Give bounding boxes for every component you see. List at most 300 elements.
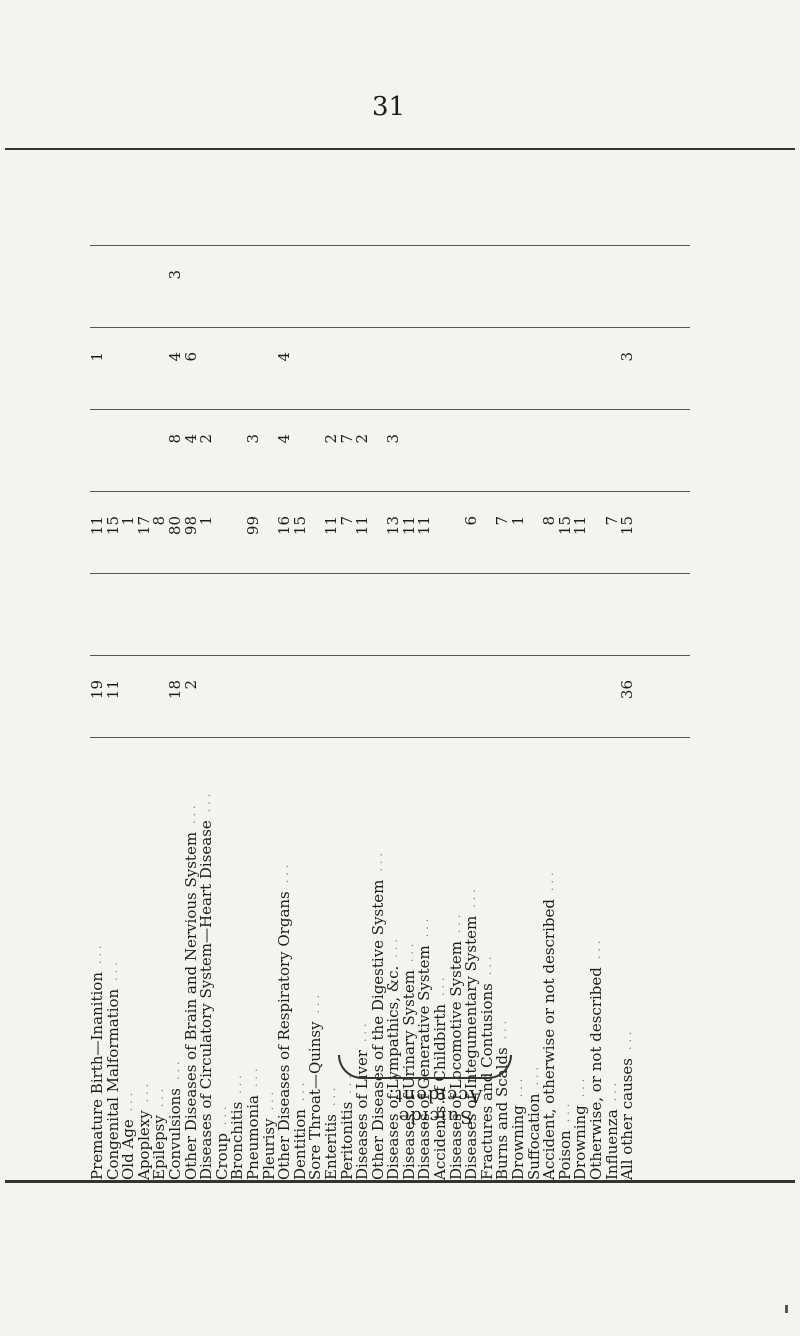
causes-list bbox=[90, 750, 636, 1180]
cause-label: Other Diseases of the Digestive System bbox=[368, 879, 387, 1180]
table-cell bbox=[417, 182, 433, 238]
table-cell bbox=[620, 428, 636, 484]
table-cell bbox=[277, 182, 293, 238]
table-cell bbox=[137, 264, 153, 320]
leader-dots: ... bbox=[293, 1078, 307, 1102]
table-cell bbox=[90, 182, 106, 238]
table-cell: 80 bbox=[165, 516, 184, 536]
table-cell bbox=[230, 346, 246, 402]
cause-label: Diseases of Liver bbox=[353, 1049, 372, 1180]
table-cell bbox=[402, 346, 418, 402]
table-cell bbox=[293, 182, 309, 238]
table-cell: 11 bbox=[399, 516, 418, 536]
cause-label: Diseases of Urinary System bbox=[399, 970, 418, 1180]
cause-label: Sore Throat—Quinsy bbox=[306, 1021, 325, 1180]
table-cell bbox=[137, 674, 153, 730]
table-cell bbox=[90, 264, 106, 320]
table-cell: 11 bbox=[321, 516, 340, 536]
table-cell bbox=[449, 182, 465, 238]
table-cell bbox=[137, 428, 153, 484]
table-cell bbox=[511, 674, 527, 730]
table-cell bbox=[605, 428, 621, 484]
table-cell bbox=[542, 674, 558, 730]
table-cell: 7 bbox=[337, 434, 356, 444]
table-cell bbox=[495, 182, 511, 238]
table-cell bbox=[573, 592, 589, 648]
rotated-mortality-table bbox=[90, 120, 690, 1180]
table-cell bbox=[495, 346, 511, 402]
table-cell bbox=[355, 346, 371, 402]
cause-label: Diseases of Circulatory System—Heart Disease bbox=[197, 820, 216, 1180]
cause-label: Apoplexy bbox=[134, 1110, 153, 1180]
table-cell bbox=[433, 428, 449, 484]
table-cell: 11 bbox=[415, 516, 434, 536]
table-cell: 11 bbox=[103, 680, 122, 700]
table-cell bbox=[605, 264, 621, 320]
leader-dots: ... bbox=[558, 1099, 572, 1123]
table-cell: 4 bbox=[275, 434, 294, 444]
table-cell bbox=[386, 182, 402, 238]
table-cell bbox=[152, 182, 168, 238]
table-cell bbox=[527, 592, 543, 648]
table-cell bbox=[527, 674, 543, 730]
table-cell: 19 bbox=[88, 680, 106, 700]
cause-label: Accident, otherwise or not described bbox=[540, 899, 559, 1180]
cause-label: Suffocation bbox=[524, 1093, 543, 1180]
table-cell bbox=[620, 182, 636, 238]
table-cell bbox=[106, 264, 122, 320]
table-cell bbox=[230, 182, 246, 238]
table-cell bbox=[340, 674, 356, 730]
column-rule bbox=[90, 573, 690, 574]
leader-dots: ... bbox=[402, 939, 416, 963]
table-cell bbox=[168, 592, 184, 648]
table-cell: 13 bbox=[384, 516, 403, 536]
table-cell: 4 bbox=[165, 352, 184, 362]
table-cell bbox=[277, 592, 293, 648]
leader-dots: ... bbox=[262, 1087, 276, 1111]
table-cell bbox=[464, 428, 480, 484]
leader-dots: ... bbox=[106, 958, 120, 981]
data-column bbox=[90, 674, 690, 730]
table-cell bbox=[293, 428, 309, 484]
table-cell bbox=[495, 428, 511, 484]
table-cell bbox=[433, 674, 449, 730]
table-cell bbox=[262, 592, 278, 648]
leader-dots: ... bbox=[387, 935, 401, 958]
table-cell: 99 bbox=[243, 516, 262, 536]
leader-dots: ... bbox=[574, 1074, 588, 1098]
cause-label: Pleurisy bbox=[259, 1118, 278, 1180]
cause-label: Drowning bbox=[509, 1105, 528, 1180]
table-cell: 1 bbox=[197, 516, 216, 526]
table-cell bbox=[573, 428, 589, 484]
table-cell: 17 bbox=[134, 516, 153, 536]
table-cell bbox=[511, 428, 527, 484]
table-cell: 4 bbox=[275, 352, 294, 362]
table-cell bbox=[340, 346, 356, 402]
cause-label: Old Age bbox=[119, 1119, 138, 1180]
table-cell bbox=[152, 592, 168, 648]
leader-dots: ... bbox=[122, 1088, 136, 1112]
table-cell: 36 bbox=[618, 680, 637, 700]
leader-dots: ... bbox=[371, 849, 385, 872]
table-cell bbox=[589, 346, 605, 402]
table-cell bbox=[168, 182, 184, 238]
table-cell bbox=[355, 592, 371, 648]
cause-label: Fractures and Contusions bbox=[477, 983, 496, 1180]
table-cell bbox=[495, 592, 511, 648]
leader-dots: ... bbox=[309, 990, 323, 1014]
table-cell bbox=[246, 592, 262, 648]
table-cell bbox=[246, 346, 262, 402]
table-cell: 11 bbox=[353, 516, 372, 536]
table-cell: 7 bbox=[493, 516, 512, 526]
table-cell bbox=[417, 592, 433, 648]
table-cell: 7 bbox=[337, 516, 356, 526]
table-cell: 16 bbox=[275, 516, 294, 536]
table-cell bbox=[495, 674, 511, 730]
table-cell bbox=[511, 264, 527, 320]
table-cell bbox=[230, 264, 246, 320]
cause-label: Epilepsy bbox=[150, 1115, 169, 1180]
leader-dots: ... bbox=[621, 1027, 635, 1050]
table-cell bbox=[215, 592, 231, 648]
leader-dots: ... bbox=[168, 1057, 182, 1080]
table-cell: 2 bbox=[197, 434, 216, 444]
table-cell bbox=[511, 346, 527, 402]
cause-label: Congenital Malformation bbox=[103, 988, 122, 1180]
table-cell bbox=[464, 182, 480, 238]
table-cell bbox=[386, 674, 402, 730]
table-cell bbox=[199, 182, 215, 238]
table-cell bbox=[106, 182, 122, 238]
table-cell bbox=[324, 346, 340, 402]
table-cell: 1 bbox=[119, 516, 138, 526]
table-cell bbox=[464, 264, 480, 320]
table-cell bbox=[199, 346, 215, 402]
leader-dots: ... bbox=[449, 910, 463, 934]
table-cell bbox=[106, 592, 122, 648]
table-cell bbox=[293, 674, 309, 730]
table-cell bbox=[121, 264, 137, 320]
cause-row bbox=[243, 750, 262, 1180]
table-cell bbox=[121, 346, 137, 402]
page-number: 31 bbox=[372, 92, 406, 122]
table-cell bbox=[308, 264, 324, 320]
table-cell bbox=[308, 592, 324, 648]
table-cell bbox=[246, 264, 262, 320]
table-cell bbox=[589, 428, 605, 484]
table-cell bbox=[402, 592, 418, 648]
leader-dots: ... bbox=[605, 1078, 619, 1102]
cause-label: Accidents of Childbirth bbox=[431, 1003, 450, 1180]
table-cell bbox=[308, 346, 324, 402]
table-cell bbox=[558, 346, 574, 402]
table-cell: 6 bbox=[462, 516, 481, 526]
table-cell bbox=[402, 674, 418, 730]
table-cell bbox=[386, 264, 402, 320]
page-mark bbox=[785, 1305, 788, 1313]
table-cell bbox=[542, 264, 558, 320]
table-cell bbox=[511, 182, 527, 238]
table-cell bbox=[90, 428, 106, 484]
table-cell bbox=[355, 264, 371, 320]
table-cell bbox=[230, 674, 246, 730]
table-cell bbox=[340, 264, 356, 320]
leader-dots: ... bbox=[512, 1074, 526, 1098]
table-cell bbox=[137, 182, 153, 238]
table-cell bbox=[386, 346, 402, 402]
table-cell bbox=[340, 592, 356, 648]
leader-dots: ... bbox=[278, 860, 292, 884]
cause-label: Convulsions bbox=[165, 1088, 184, 1180]
leader-dots: ... bbox=[324, 1083, 338, 1106]
table-cell bbox=[480, 182, 496, 238]
table-cell bbox=[308, 182, 324, 238]
table-cell bbox=[106, 346, 122, 402]
column-rule bbox=[90, 655, 690, 656]
table-cell bbox=[184, 264, 200, 320]
leader-dots: ... bbox=[434, 973, 448, 996]
table-cell bbox=[495, 264, 511, 320]
table-cell bbox=[464, 674, 480, 730]
table-cell: 2 bbox=[353, 434, 372, 444]
cause-label: Bronchitis bbox=[228, 1101, 247, 1180]
table-cell bbox=[417, 264, 433, 320]
data-column bbox=[90, 428, 690, 484]
table-cell bbox=[277, 264, 293, 320]
table-cell bbox=[542, 346, 558, 402]
table-cell bbox=[449, 674, 465, 730]
table-cell bbox=[121, 592, 137, 648]
table-cell bbox=[184, 182, 200, 238]
table-cell: 1 bbox=[509, 516, 528, 526]
table-cell: 11 bbox=[571, 516, 590, 536]
table-cell bbox=[121, 428, 137, 484]
column-rule bbox=[90, 327, 690, 328]
table-cell: 2 bbox=[181, 680, 200, 690]
table-cell: 1 bbox=[88, 352, 106, 362]
table-cell: 15 bbox=[290, 516, 309, 536]
leader-dots: ... bbox=[200, 789, 214, 813]
table-cell bbox=[573, 182, 589, 238]
table-cell bbox=[449, 346, 465, 402]
table-cell bbox=[573, 264, 589, 320]
table-cell bbox=[199, 592, 215, 648]
table-cell bbox=[589, 182, 605, 238]
leader-dots: ... bbox=[418, 914, 432, 938]
table-cell bbox=[589, 674, 605, 730]
table-cell bbox=[371, 674, 387, 730]
table-cell bbox=[480, 592, 496, 648]
table-cell bbox=[558, 182, 574, 238]
leader-dots: ... bbox=[340, 1071, 354, 1094]
data-column bbox=[90, 182, 690, 238]
cause-label: Diseases of Lympathics, &c. bbox=[384, 965, 403, 1180]
table-cell bbox=[480, 428, 496, 484]
data-column bbox=[90, 592, 690, 648]
cause-label: Poison bbox=[555, 1130, 574, 1180]
column-rule bbox=[90, 409, 690, 410]
table-cell bbox=[511, 592, 527, 648]
table-cell: 3 bbox=[618, 352, 637, 362]
table-cell bbox=[246, 182, 262, 238]
table-cell: 15 bbox=[555, 516, 574, 536]
column-rule bbox=[90, 737, 690, 738]
leader-dots: ... bbox=[91, 941, 104, 964]
table-cell bbox=[605, 592, 621, 648]
leader-dots: ... bbox=[465, 885, 479, 908]
table-cell: 15 bbox=[618, 516, 637, 536]
table-cell bbox=[620, 592, 636, 648]
table-cell bbox=[480, 346, 496, 402]
table-cell: 2 bbox=[321, 434, 340, 444]
table-cell bbox=[215, 346, 231, 402]
table-cell bbox=[246, 674, 262, 730]
table-cell bbox=[215, 510, 231, 566]
table-cell bbox=[371, 346, 387, 402]
table-cell bbox=[417, 674, 433, 730]
table-cell bbox=[324, 592, 340, 648]
table-cell bbox=[527, 182, 543, 238]
table-cell: 7 bbox=[602, 516, 621, 526]
cause-label: Enteritis bbox=[321, 1113, 340, 1180]
table-cell bbox=[355, 182, 371, 238]
cause-label: Other Diseases of Brain and Nervious System bbox=[181, 831, 200, 1180]
table-cell bbox=[137, 346, 153, 402]
table-cell bbox=[573, 346, 589, 402]
cause-label: Dentition bbox=[290, 1109, 309, 1180]
table-cell bbox=[449, 592, 465, 648]
table-cell bbox=[90, 592, 106, 648]
table-cell bbox=[589, 592, 605, 648]
cause-label: Other Diseases of Respiratory Organs bbox=[275, 891, 294, 1180]
table-cell bbox=[215, 674, 231, 730]
table-cell bbox=[324, 264, 340, 320]
table-cell bbox=[340, 182, 356, 238]
table-cell bbox=[464, 592, 480, 648]
table-cell bbox=[137, 592, 153, 648]
table-cell bbox=[480, 264, 496, 320]
data-column bbox=[90, 510, 690, 566]
table-cell bbox=[433, 592, 449, 648]
table-cell: 8 bbox=[150, 516, 169, 526]
table-cell bbox=[558, 264, 574, 320]
table-cell: 3 bbox=[165, 270, 184, 280]
table-cell bbox=[371, 264, 387, 320]
table-cell bbox=[558, 674, 574, 730]
leader-dots: ... bbox=[356, 1019, 370, 1042]
table-cell bbox=[402, 182, 418, 238]
table-cell bbox=[558, 592, 574, 648]
table-cell bbox=[480, 674, 496, 730]
leader-dots: ... bbox=[137, 1079, 151, 1103]
table-cell: 6 bbox=[181, 352, 200, 362]
cause-label: Diseases of Locomotive System bbox=[446, 941, 465, 1180]
table-cell: 8 bbox=[540, 516, 559, 526]
cause-row bbox=[620, 750, 636, 1180]
cause-label: Burns and Scalds bbox=[493, 1047, 512, 1180]
cause-row bbox=[103, 750, 122, 1180]
data-columns bbox=[90, 130, 690, 730]
leader-dots: ... bbox=[480, 952, 494, 976]
column-rule bbox=[90, 245, 690, 246]
table-cell bbox=[215, 264, 231, 320]
data-column bbox=[90, 264, 690, 320]
suicide-accident-label: Suicide Accident. bbox=[387, 1085, 483, 1127]
table-cell: 4 bbox=[181, 434, 200, 444]
table-cell bbox=[121, 674, 137, 730]
table-cell bbox=[199, 674, 215, 730]
table-cell bbox=[277, 674, 293, 730]
table-cell bbox=[433, 182, 449, 238]
table-cell bbox=[230, 592, 246, 648]
data-column bbox=[90, 346, 690, 402]
cause-row bbox=[542, 750, 558, 1180]
table-cell bbox=[433, 346, 449, 402]
suicide-accident-brace bbox=[338, 1055, 512, 1079]
cause-label: Peritonitis bbox=[337, 1101, 356, 1180]
leader-dots: ... bbox=[246, 1064, 260, 1088]
cause-label: All other causes bbox=[618, 1057, 637, 1180]
table-cell: 18 bbox=[165, 680, 184, 700]
table-cell bbox=[121, 182, 137, 238]
leader-dots: ... bbox=[231, 1071, 245, 1094]
table-cell bbox=[402, 264, 418, 320]
table-cell bbox=[527, 346, 543, 402]
cause-label: Otherwise, or not described bbox=[587, 967, 605, 1180]
table-cell: 3 bbox=[243, 434, 262, 444]
table-cell bbox=[106, 428, 122, 484]
cause-label: Drowning bbox=[571, 1105, 590, 1180]
table-cell bbox=[371, 182, 387, 238]
cause-label: Diseases of Generative System bbox=[415, 945, 434, 1180]
table-cell bbox=[293, 346, 309, 402]
table-cell bbox=[324, 182, 340, 238]
table-cell: 15 bbox=[103, 516, 122, 536]
table-cell bbox=[308, 674, 324, 730]
leader-dots: ... bbox=[543, 868, 557, 892]
table-cell bbox=[262, 182, 278, 238]
leader-dots: ... bbox=[590, 936, 603, 960]
table-cell: 3 bbox=[384, 434, 403, 444]
table-cell bbox=[324, 674, 340, 730]
table-cell bbox=[558, 428, 574, 484]
leader-dots: ... bbox=[527, 1063, 541, 1086]
table-cell bbox=[449, 428, 465, 484]
cause-label: Pneumonia bbox=[243, 1095, 262, 1180]
table-cell bbox=[293, 592, 309, 648]
table-cell bbox=[620, 264, 636, 320]
table-cell bbox=[542, 592, 558, 648]
column-rule bbox=[90, 491, 690, 492]
table-cell bbox=[262, 674, 278, 730]
bottom-rule bbox=[5, 1180, 795, 1183]
table-cell bbox=[199, 264, 215, 320]
table-cell bbox=[527, 264, 543, 320]
table-cell bbox=[355, 674, 371, 730]
table-cell bbox=[262, 264, 278, 320]
table-cell bbox=[417, 428, 433, 484]
table-cell bbox=[464, 346, 480, 402]
table-cell bbox=[449, 264, 465, 320]
table-cell: 8 bbox=[165, 434, 184, 444]
table-cell bbox=[215, 428, 231, 484]
table-cell bbox=[184, 592, 200, 648]
table-cell bbox=[433, 264, 449, 320]
table-cell bbox=[573, 674, 589, 730]
